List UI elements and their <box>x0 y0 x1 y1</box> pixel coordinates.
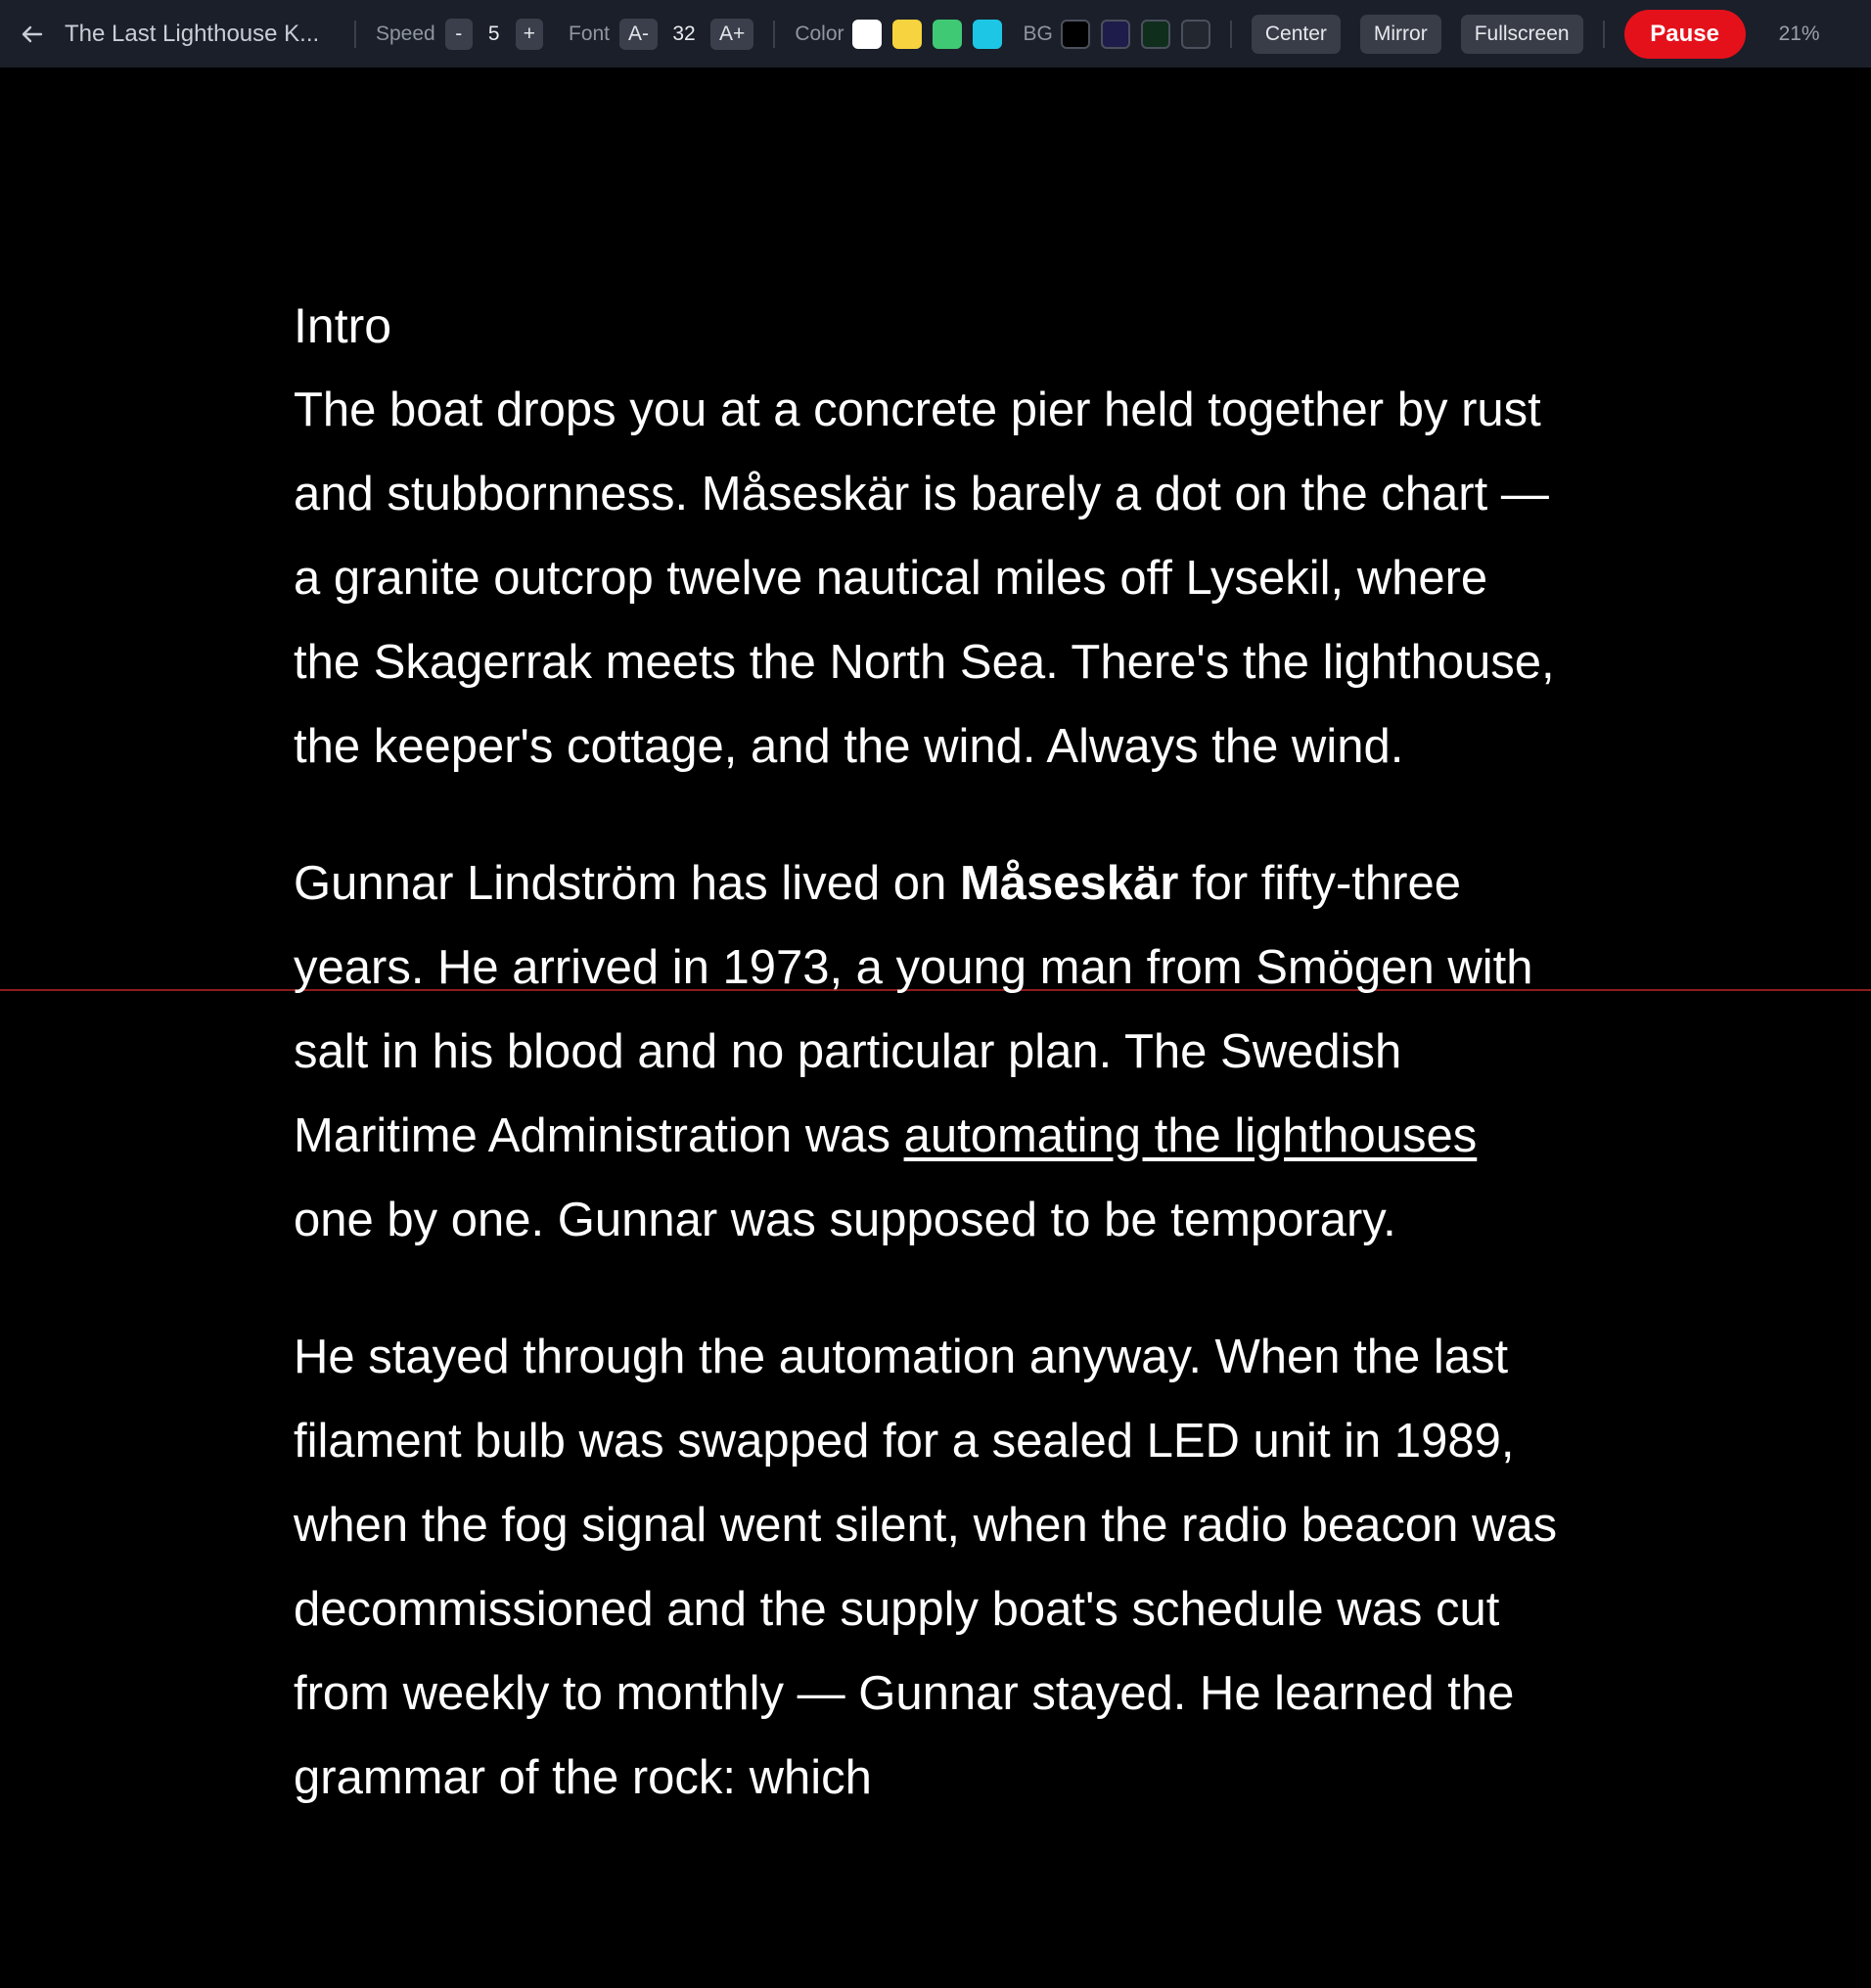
pause-button[interactable]: Pause <box>1624 10 1746 59</box>
font-decrease-button[interactable]: A- <box>619 19 658 50</box>
paragraph-2-text: for fifty-three years. He arrived in 1973, a young man from Smögen with salt in his blood and no particular plan. The Swedish Maritime Administration was <box>294 857 1533 1162</box>
teleprompter-toolbar <box>0 0 1871 68</box>
underlined-phrase: automating the lighthouses <box>903 1109 1478 1162</box>
center-button[interactable]: Center <box>1252 15 1341 54</box>
fullscreen-button[interactable]: Fullscreen <box>1461 15 1583 54</box>
font-size-value: 32 <box>672 22 696 45</box>
color-label: Color <box>795 22 844 45</box>
speed-decrease-button[interactable]: - <box>445 19 473 50</box>
text-color-cyan-swatch[interactable] <box>973 20 1002 49</box>
text-color-green-swatch[interactable] <box>933 20 962 49</box>
bold-place-name: Måseskär <box>959 857 1179 910</box>
font-increase-button[interactable]: A+ <box>710 19 753 50</box>
divider <box>1230 21 1232 48</box>
paragraph-2-text: Gunnar Lindström has lived on <box>294 857 960 910</box>
text-color-white-swatch[interactable] <box>852 20 882 49</box>
divider <box>354 21 356 48</box>
paragraph-2-text: one by one. Gunnar was supposed to be temporary. <box>294 1194 1396 1246</box>
bg-black-swatch[interactable] <box>1061 20 1090 49</box>
divider <box>773 21 775 48</box>
section-heading: Intro <box>294 298 392 353</box>
scroll-progress: 21% <box>1778 22 1820 45</box>
speed-increase-button[interactable]: + <box>516 19 543 50</box>
script-title: The Last Lighthouse K... <box>65 20 320 47</box>
speed-value: 5 <box>487 22 500 45</box>
bg-dark-green-swatch[interactable] <box>1141 20 1170 49</box>
back-arrow-icon[interactable] <box>20 22 45 47</box>
paragraph-1: The boat drops you at a concrete pier held together by rust and stubbornness. Måseskär is barely a dot on the chart — a granite outcrop twelve nautical miles off Lysekil, where the Skagerrak meets the North Sea. There's the lighthouse, the keeper's cottage, and the wind. Always the wind. <box>294 384 1555 773</box>
paragraph-3: He stayed through the automation anyway. When the last filament bulb was swapped for a sealed LED unit in 1989, when the fog signal went silent, when the radio beacon was decommissioned and the supply boat's schedule was cut from weekly to monthly — Gunnar stayed. He learned the grammar of the rock: which <box>294 1331 1558 1804</box>
font-label: Font <box>569 22 611 45</box>
bg-navy-swatch[interactable] <box>1101 20 1130 49</box>
bg-label: BG <box>1023 22 1053 45</box>
speed-label: Speed <box>376 22 435 45</box>
script-text <box>294 284 1566 1873</box>
text-color-yellow-swatch[interactable] <box>892 20 922 49</box>
bg-charcoal-swatch[interactable] <box>1181 20 1210 49</box>
paragraph-2 <box>294 841 1566 1262</box>
divider <box>1603 21 1605 48</box>
mirror-button[interactable]: Mirror <box>1360 15 1441 54</box>
